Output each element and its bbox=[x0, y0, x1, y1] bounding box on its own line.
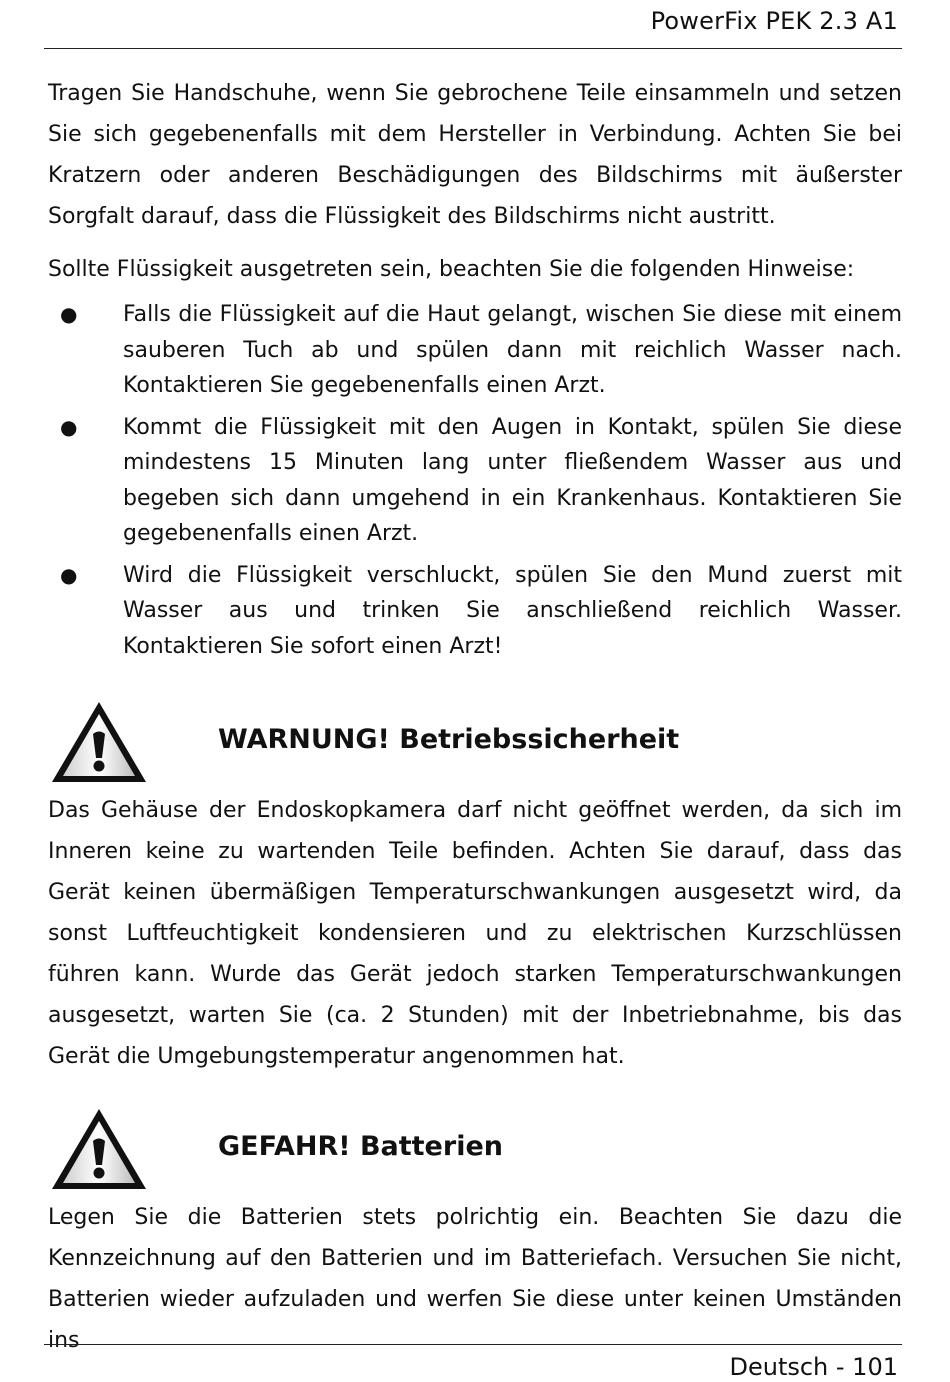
list-item bbox=[48, 297, 902, 404]
page-number: Deutsch - 101 bbox=[729, 1353, 898, 1381]
bullet-icon: ● bbox=[60, 562, 78, 587]
intro-paragraph-2: Sollte Flüssigkeit ausgetreten sein, beachten Sie die folgenden Hinweise: bbox=[48, 257, 855, 282]
list-item bbox=[48, 558, 902, 665]
list-item-text: Kommt die Flüssigkeit mit den Augen in Kontakt, spülen Sie diese mindestens 15 Minuten lang unter fließendem Wasser aus und begeben sich dann umgehend in ein Krankenhaus. Kontaktieren Sie gegebenenfalls einen Arzt. bbox=[123, 414, 902, 546]
list-item-text: Falls die Flüssigkeit auf die Haut gelangt, wischen Sie diese mit einem sauberen Tuch ab und spülen dann mit reichlich Wasser nach. Kontaktieren Sie gegebenenfalls einen Arzt. bbox=[123, 302, 902, 398]
warning-triangle-icon bbox=[48, 698, 150, 786]
page-footer bbox=[44, 1344, 902, 1381]
hint-list bbox=[48, 297, 902, 664]
warning-triangle-icon bbox=[48, 1105, 150, 1193]
list-item bbox=[48, 410, 902, 552]
danger-heading bbox=[48, 1105, 902, 1197]
section-title: WARNUNG! Betriebssicherheit bbox=[218, 724, 680, 755]
page-header bbox=[44, 0, 902, 49]
warning-paragraph: Das Gehäuse der Endoskopkamera darf nicht geöffnet werden, da sich im Inneren keine zu wartenden Teile befinden. Achten Sie darauf, dass das Gerät keinen übermäßigen Temperaturschwankungen ausgesetzt wird, da sonst Luftfeuchtigkeit kondensieren und zu elektrischen Kurzschlüssen führen kann. Wurde das Gerät jedoch starken Temperaturschwankungen ausgesetzt, warten Sie (ca. 2 Stunden) mit der Inbetriebnahme, bis das Gerät die Umgebungstemperatur angenommen hat. bbox=[48, 798, 902, 1069]
header-title: PowerFix PEK 2.3 A1 bbox=[650, 7, 898, 35]
warning-heading bbox=[48, 698, 902, 790]
page-content bbox=[48, 73, 902, 1361]
intro-paragraph-1: Tragen Sie Handschuhe, wenn Sie gebrochene Teile einsammeln und setzen Sie sich gegebenenfalls mit dem Hersteller in Verbindung. Achten Sie bei Kratzern oder anderen Beschädigungen des Bildschirms mit äußerster Sorgfalt darauf, dass die Flüssigkeit des Bildschirms nicht austritt. bbox=[48, 81, 902, 229]
danger-paragraph: Legen Sie die Batterien stets polrichtig ein. Beachten Sie dazu die Kennzeichnung auf den Batterien und im Batteriefach. Versuchen Sie nicht, Batterien wieder aufzuladen und werfen Sie diese unter keinen Umständen ins bbox=[48, 1205, 902, 1353]
section-title: GEFAHR! Batterien bbox=[218, 1131, 503, 1162]
bullet-icon: ● bbox=[60, 414, 78, 439]
list-item-text: Wird die Flüssigkeit verschluckt, spülen Sie den Mund zuerst mit Wasser aus und trinken Sie anschließend reichlich Wasser. Kontaktieren Sie sofort einen Arzt! bbox=[123, 562, 902, 659]
bullet-icon: ● bbox=[60, 302, 78, 326]
